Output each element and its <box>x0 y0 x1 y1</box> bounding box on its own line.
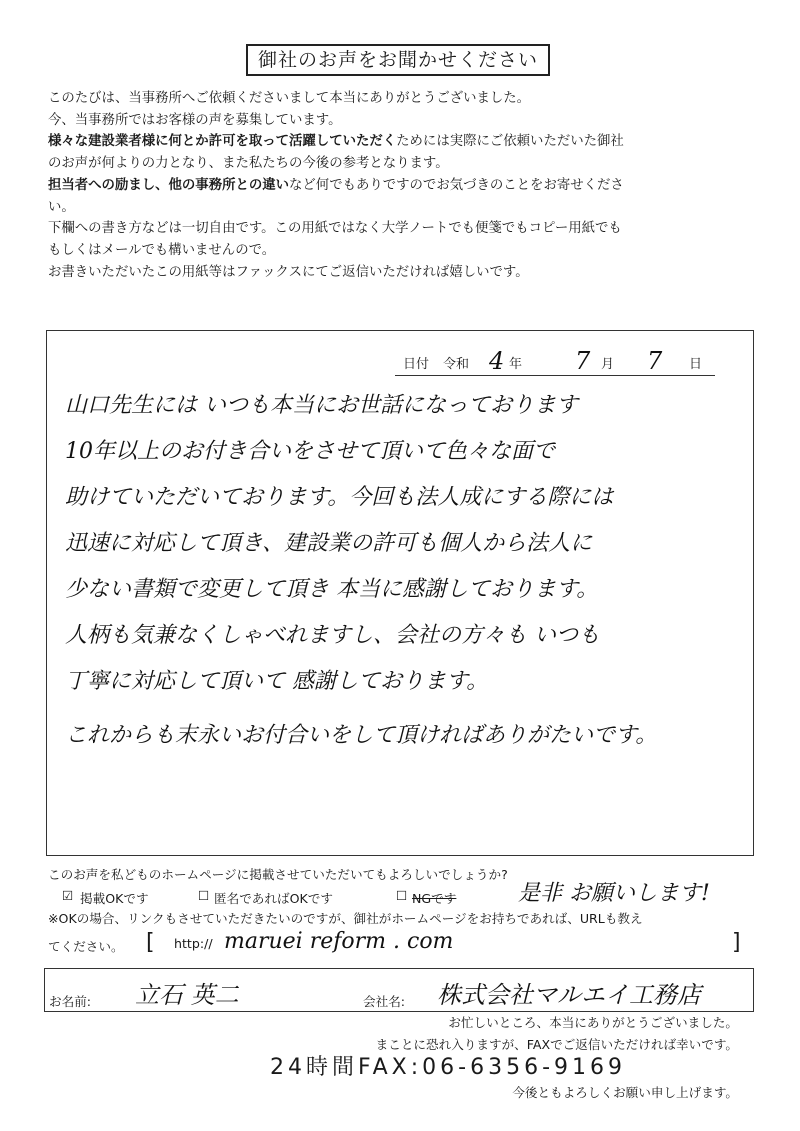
date-year-unit: 年 <box>509 357 523 372</box>
intro-line <box>48 131 758 153</box>
bracket-close: ] <box>732 930 741 955</box>
ok-checkbox[interactable]: ☑ <box>62 888 74 903</box>
signature-box <box>44 968 754 1012</box>
url-prefix: てください。 <box>48 939 124 954</box>
intro-line: 今、当事務所ではお客様の声を募集しています。 <box>48 112 342 128</box>
thanks-text: お忙しいところ、本当にありがとうございました。 <box>448 1015 738 1030</box>
letter-line: 10年以上のお付き合いをさせて頂いて色々な面で <box>65 439 555 464</box>
date-label: 日付 <box>403 357 430 372</box>
intro-bold: 様々な建設業者様に何とか許可を取って活躍していただく <box>48 134 397 150</box>
page-title: 御社のお声をお聞かせください <box>246 44 550 76</box>
intro-rest: ためには実際にご依頼いただいた御社 <box>396 134 624 150</box>
letter-line: 少ない書類で変更して頂き 本当に感謝しております。 <box>65 577 599 602</box>
ok-note: ※OKの場合、リンクもさせていただきたいのですが、御社がホームページをお持ちであれば、URLも教え <box>48 911 643 926</box>
letter-line: これからも末永いお付合いをして頂ければありがたいです。 <box>65 723 658 748</box>
anon-checkbox[interactable]: ☐ <box>198 888 210 903</box>
permission-question: このお声を私どものホームページに掲載させていただいてもよろしいでしょうか? <box>48 867 508 882</box>
letter-line: 丁寧に対応して頂いて 感謝しております。 <box>65 669 489 694</box>
letter-line: 助けていただいております。今回も法人成にする際には <box>65 485 614 510</box>
url-value[interactable]: maruei reform . com <box>224 929 454 954</box>
name-value: 立石 英二 <box>135 981 239 1009</box>
date-day-unit: 日 <box>689 357 703 372</box>
intro-text <box>48 88 758 283</box>
ok-label: 掲載OKです <box>80 891 149 906</box>
date-month: 7 <box>575 347 591 375</box>
fax-note: まことに恐れ入りますが、FAXでご返信いただければ幸いです。 <box>375 1037 738 1052</box>
intro-line <box>48 175 758 197</box>
anon-label: 匿名であればOKです <box>214 891 333 906</box>
intro-bold: 担当者への励まし、他の事務所との違い <box>48 177 290 193</box>
intro-line: もしくはメールでも構いませんので。 <box>48 242 276 258</box>
intro-line: い。 <box>48 199 75 215</box>
letter-line: 人柄も気兼なくしゃべれますし、会社の方々も いつも <box>65 623 600 648</box>
url-row <box>48 929 768 962</box>
intro-line: お書きいただいたこの用紙等はファックスにてご返信いただければ嬉しいです。 <box>48 264 529 280</box>
intro-line: このたびは、当事務所へご依頼くださいまして本当にありがとうございました。 <box>48 91 531 106</box>
letter-line: 迅速に対応して頂き、建設業の許可も個人から法人に <box>65 531 593 556</box>
name-label: お名前: <box>49 994 92 1009</box>
company-label: 会社名: <box>363 994 406 1009</box>
date-day: 7 <box>647 347 663 375</box>
date-month-unit: 月 <box>601 357 615 372</box>
date-era: 令和 <box>443 357 470 372</box>
intro-rest: など何でもありですのでお気づきのことをお寄せくださ <box>289 177 624 193</box>
handwritten-letter <box>65 383 745 759</box>
intro-line: 下欄への書き方などは一切自由です。この用紙ではなく大学ノートでも便箋でもコピー用紙でも <box>48 221 622 237</box>
fax-number: 24時間FAX:06-6356-9169 <box>270 1055 627 1080</box>
ng-label: NGです <box>412 891 457 906</box>
url-scheme: http:// <box>174 936 213 951</box>
intro-line: のお声が何よりの力となり、また私たちの今後の参考となります。 <box>48 156 449 172</box>
bracket-open: [ <box>146 930 155 955</box>
date-row <box>395 349 715 376</box>
comment-box <box>46 330 754 856</box>
handwritten-approval: 是非 お願いします! <box>518 881 710 906</box>
company-value: 株式会社マルエイ工務店 <box>437 981 701 1009</box>
ng-checkbox[interactable]: ☐ <box>396 888 408 903</box>
date-year: 4 <box>489 347 505 375</box>
letter-line: 山口先生には いつも本当にお世話になっております <box>65 393 578 418</box>
regards-text: 今後ともよろしくお願い申し上げます。 <box>512 1085 738 1100</box>
